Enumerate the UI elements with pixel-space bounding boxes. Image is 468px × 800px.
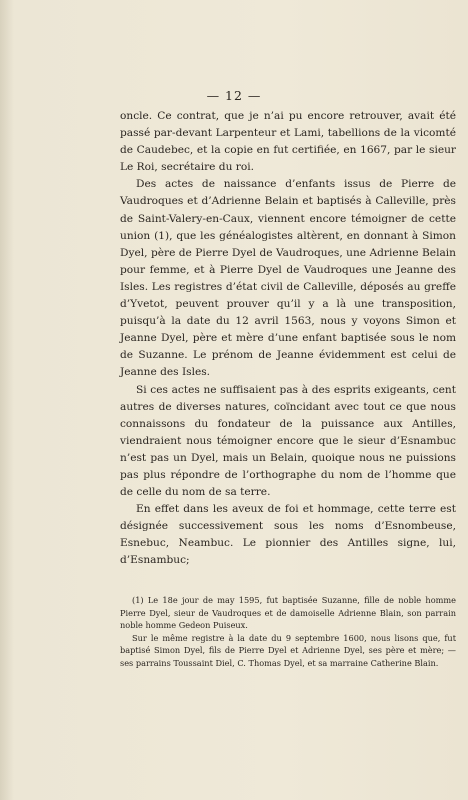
paragraph-1: oncle. Ce contrat, que je n’ai pu encore retrouver, avait été passé par-devant Larpenteur et Lami, tabellions de la vicomté de Caudebec, et la copie en fut certifiée, en 1667, par le sieur Le Roi, secrétaire du roi.: [120, 110, 456, 174]
footnote-2: Sur le même registre à la date du 9 septembre 1600, nous lisons que, fut baptisé Simon Dyel, fils de Pierre Dyel et Adrienne Dyel, ses père et mère; — ses parrains Toussaint Diel, C. Thomas Dyel, et sa marraine Catherine Blain.: [120, 632, 456, 668]
paragraph-3: Si ces actes ne suffisaient pas à des esprits exigeants, cent autres de diverses natures, coïncidant avec tout ce que nous connaissons du fondateur de la puissance aux Antilles, viendraient nous témoigner encore que le sieur d’Esnambuc n’est pas un Dyel, mais un Belain, quoique nous ne puissions pas plus répondre de l’orthographe du nom de l’homme que de celle du nom de sa terre.: [120, 383, 456, 499]
footnote-1: (1) Le 18e jour de may 1595, fut baptisée Suzanne, fille de noble homme Pierre Dyel, sieur de Vaudroques et de damoiselle Adrienne Blain, son parrain noble homme Gedeon Puiseux.: [120, 595, 456, 631]
paragraph-2: Des actes de naissance d’enfants issus de Pierre de Vaudroques et d’Adrienne Belain et baptisés à Calleville, près de Saint-Valery-en-Caux, viennent encore témoigner de cette union (1), que les généalogistes altèrent, en donnant à Simon Dyel, père de Pierre Dyel de Vaudroques, une Adrienne Belain pour femme, et à Pierre Dyel de Vaudroques une Jeanne des Isles. Les registres d’état civil de Calleville, déposés au greffe d’Yvetot, peuvent prouver qu’il y a là une transposition, puisqu’à la date du 12 avril 1563, nous y voyons Simon et Jeanne Dyel, père et mère d’une enfant baptisée sous le nom de Suzanne. Le prénom de Jeanne évidemment est celui de Jeanne des Isles.: [120, 178, 456, 379]
footnotes: [120, 594, 456, 670]
paragraph-4: En effet dans les aveux de foi et hommage, cette terre est désignée successivement sous les noms d’Esnombeuse, Esnebuc, Neambuc. Le pionnier des Antilles signe, lui, d’Esnambuc;: [120, 503, 456, 567]
page-number: — 12 —: [206, 88, 262, 103]
main-text: [120, 108, 456, 570]
